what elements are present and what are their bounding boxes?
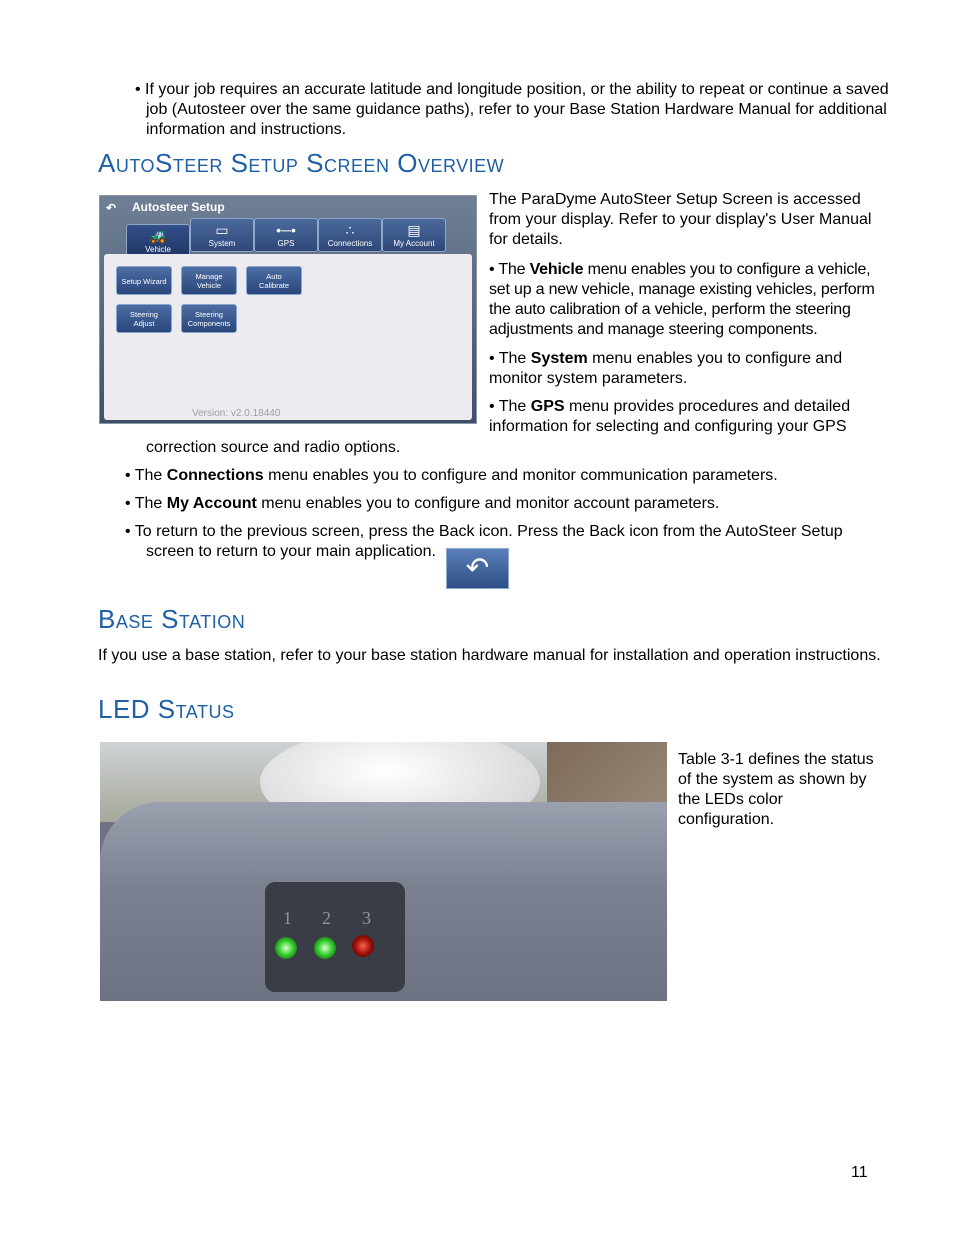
- connections-bullet-bold: Connections: [166, 467, 264, 484]
- led-status-photo: [100, 742, 667, 1001]
- manage-vehicle-button[interactable]: [181, 266, 237, 295]
- steering-adjust-label-1: Steering: [130, 310, 158, 319]
- setup-titlebar: [100, 196, 476, 218]
- system-bullet-pre: • The: [489, 350, 531, 367]
- gps-bullet-pre: • The: [489, 398, 531, 415]
- steering-components-button[interactable]: [181, 304, 237, 333]
- auto-calibrate-button[interactable]: [246, 266, 302, 295]
- vehicle-bullet: [489, 260, 889, 340]
- manage-vehicle-label-2: Vehicle: [196, 281, 222, 290]
- autosteer-heading: AutoSteer Setup Screen Overview: [98, 148, 505, 178]
- setup-title: Autosteer Setup: [132, 200, 225, 214]
- auto-calibrate-label-2: Calibrate: [258, 281, 289, 290]
- steering-adjust-button[interactable]: [116, 304, 172, 333]
- tab-connections-label: Connections: [327, 239, 373, 248]
- tab-system-label: System: [208, 239, 236, 248]
- vehicle-bullet-bold: Vehicle: [529, 261, 584, 278]
- autosteer-setup-screenshot: [99, 195, 477, 424]
- tab-my-account[interactable]: [382, 218, 446, 252]
- tab-connections[interactable]: [318, 218, 382, 252]
- connections-bullet-pre: • The: [125, 467, 167, 484]
- network-icon: ∴: [345, 222, 355, 238]
- steering-components-label-2: Components: [187, 319, 231, 328]
- led-1: [275, 937, 297, 959]
- connections-bullet-post: menu enables you to configure and monitor communication parameters.: [263, 467, 778, 484]
- folder-icon: ▤: [407, 222, 421, 238]
- base-station-body: If you use a base station, refer to your base station hardware manual for installation and operation instructions.: [98, 647, 881, 664]
- steering-adjust-label-2: Adjust: [133, 319, 155, 328]
- gps-bullet-bold: GPS: [530, 398, 565, 415]
- my-account-bullet-pre: • The: [125, 495, 167, 512]
- vehicle-bullet-post: menu enables you to configure a vehicle, set up a new vehicle, manage existing vehicles, perform the auto calibration of a vehicle, perform the steering adjustments and manage steering components.: [489, 261, 875, 338]
- system-bullet-bold: System: [530, 350, 588, 367]
- led-label-3: 3: [362, 908, 371, 928]
- tab-gps[interactable]: [254, 218, 318, 252]
- led-3: [352, 935, 374, 957]
- intro-bullet: [125, 80, 890, 140]
- setup-wizard-label: Setup Wizard: [121, 277, 167, 286]
- tab-vehicle-label: Vehicle: [145, 245, 171, 254]
- gps-icon: •─•: [276, 222, 296, 238]
- system-bullet: [489, 349, 889, 389]
- led-label-2: 2: [322, 908, 331, 928]
- monitor-icon: ▭: [215, 222, 229, 238]
- tab-system[interactable]: [190, 218, 254, 252]
- version-label: Version: v2.0.18440: [192, 408, 281, 419]
- led-status-heading: LED Status: [98, 694, 235, 724]
- base-station-heading: Base Station: [98, 604, 246, 634]
- manage-vehicle-label-1: Manage: [195, 272, 223, 281]
- my-account-bullet: [125, 494, 885, 514]
- system-bullet-post: menu enables you to configure and monitor system parameters.: [489, 350, 843, 387]
- my-account-bullet-post: menu enables you to configure and monitor account parameters.: [256, 495, 720, 512]
- back-bullet-line2: screen to return to your main application.: [146, 543, 436, 560]
- autosteer-intro: The ParaDyme AutoSteer Setup Screen is accessed from your display. Refer to your display's User Manual for details.: [489, 191, 872, 248]
- back-icon: ↶: [446, 548, 509, 589]
- gps-bullet: [489, 397, 889, 437]
- my-account-bullet-bold: My Account: [166, 495, 257, 512]
- steering-components-label-1: Steering: [195, 310, 223, 319]
- tractor-icon: 🚜: [149, 228, 167, 244]
- back-arrow-icon: ↶: [106, 201, 117, 215]
- page-number: 11: [851, 1164, 868, 1181]
- setup-panel: [104, 254, 472, 420]
- setup-wizard-button[interactable]: [116, 266, 172, 295]
- intro-bullet-text: • If your job requires an accurate latitude and longitude position, or the ability to repeat or continue a saved job (Autosteer over the same guidance paths), refer to your Base Station Hardware Manual for additional information and instructions.: [135, 81, 889, 138]
- tab-vehicle[interactable]: [126, 224, 190, 258]
- gps-bullet-continued: correction source and radio options.: [146, 439, 401, 456]
- led-2: [314, 937, 336, 959]
- gps-bullet-post: menu provides procedures and detailed information for selecting and configuring your GPS: [489, 398, 851, 435]
- tab-my-account-label: My Account: [393, 239, 435, 248]
- tab-gps-label: GPS: [277, 239, 295, 248]
- led-label-1: 1: [283, 908, 292, 928]
- led-status-body: Table 3-1 defines the status of the system as shown by the LEDs color configuration.: [678, 751, 874, 828]
- auto-calibrate-label-1: Auto: [266, 272, 282, 281]
- vehicle-bullet-pre: • The: [489, 261, 530, 278]
- back-bullet-line1: • To return to the previous screen, press the Back icon. Press the Back icon from the AutoSteer Setup: [125, 523, 843, 540]
- connections-bullet: [125, 466, 885, 486]
